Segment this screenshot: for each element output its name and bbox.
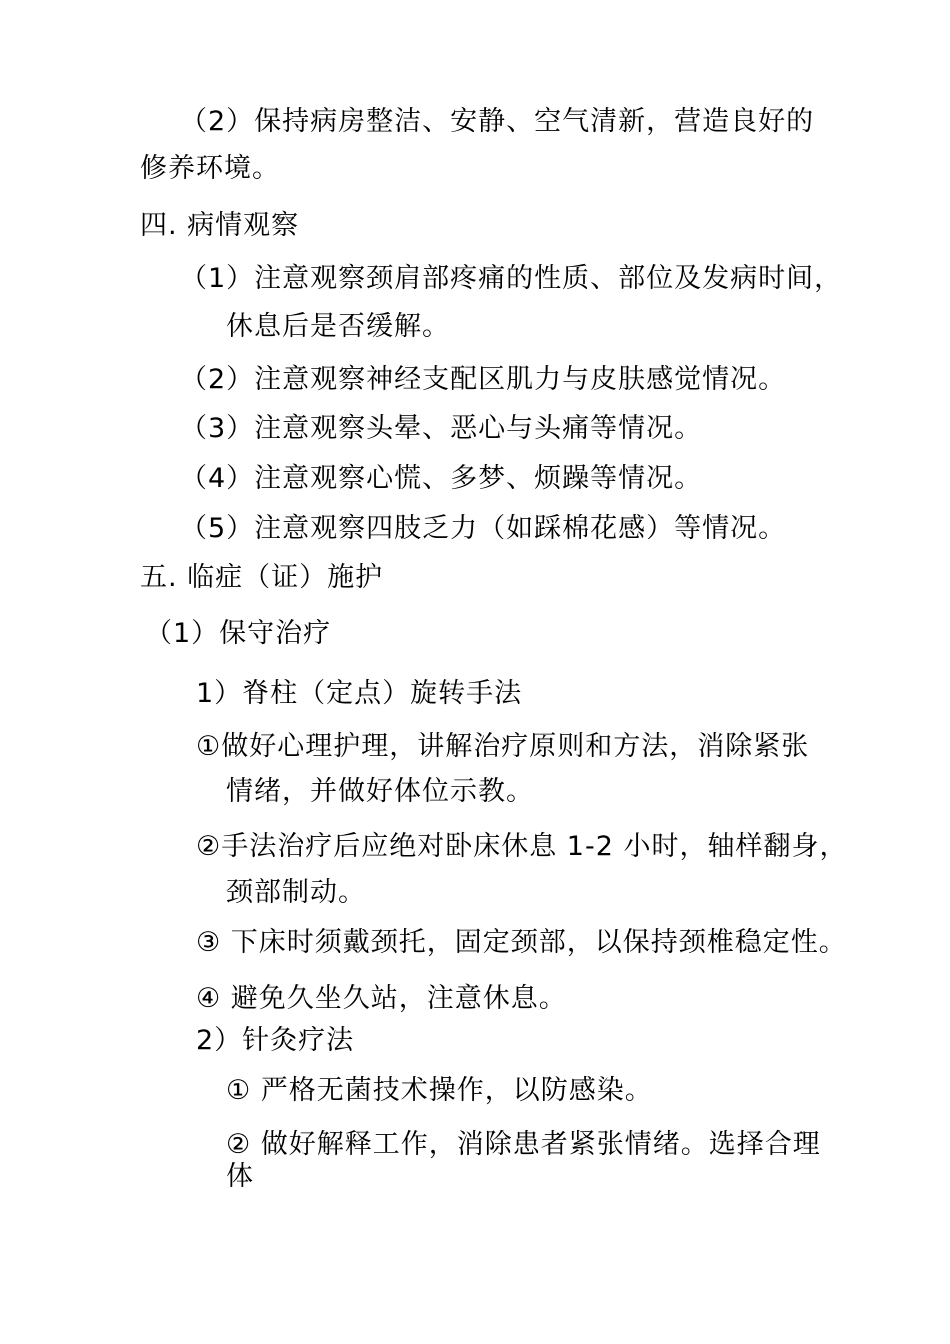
list-item: ② 做好解释工作，消除患者紧张情绪。选择合理 [226,1129,821,1160]
list-item: （1）注意观察颈肩部疼痛的性质、部位及发病时间， [180,263,843,294]
list-item: ① 严格无菌技术操作，以防感染。 [226,1075,653,1106]
list-item-continuation: 体 [226,1161,254,1192]
section-heading: 四. 病情观察 [140,210,300,241]
subsection-heading: 1）脊柱（定点）旋转手法 [196,678,523,709]
list-item-continuation: 颈部制动。 [226,877,366,908]
list-item: ④ 避免久坐久站，注意休息。 [196,983,567,1014]
subsection-heading: （1）保守治疗 [145,618,332,649]
list-item-continuation: 情绪，并做好体位示教。 [226,776,534,807]
list-item: ①做好心理护理，讲解治疗原则和方法，消除紧张 [196,731,810,762]
list-item: ③ 下床时须戴颈托，固定颈部，以保持颈椎稳定性。 [196,927,847,958]
paragraph-line: 修养环境。 [140,153,280,184]
list-item: （2）注意观察神经支配区肌力与皮肤感觉情况。 [180,364,787,395]
subsection-heading: 2）针灸疗法 [196,1025,355,1056]
list-item: ②手法治疗后应绝对卧床休息 1-2 小时，轴样翻身， [196,831,848,862]
list-item: （3）注意观察头晕、恶心与头痛等情况。 [180,413,703,444]
list-item: （5）注意观察四肢乏力（如踩棉花感）等情况。 [180,513,787,544]
paragraph-line: （2）保持病房整洁、安静、空气清新，营造良好的 [180,106,815,137]
list-item: （4）注意观察心慌、多梦、烦躁等情况。 [180,463,703,494]
list-item-continuation: 休息后是否缓解。 [226,311,450,342]
section-heading: 五. 临症（证）施护 [140,562,384,593]
